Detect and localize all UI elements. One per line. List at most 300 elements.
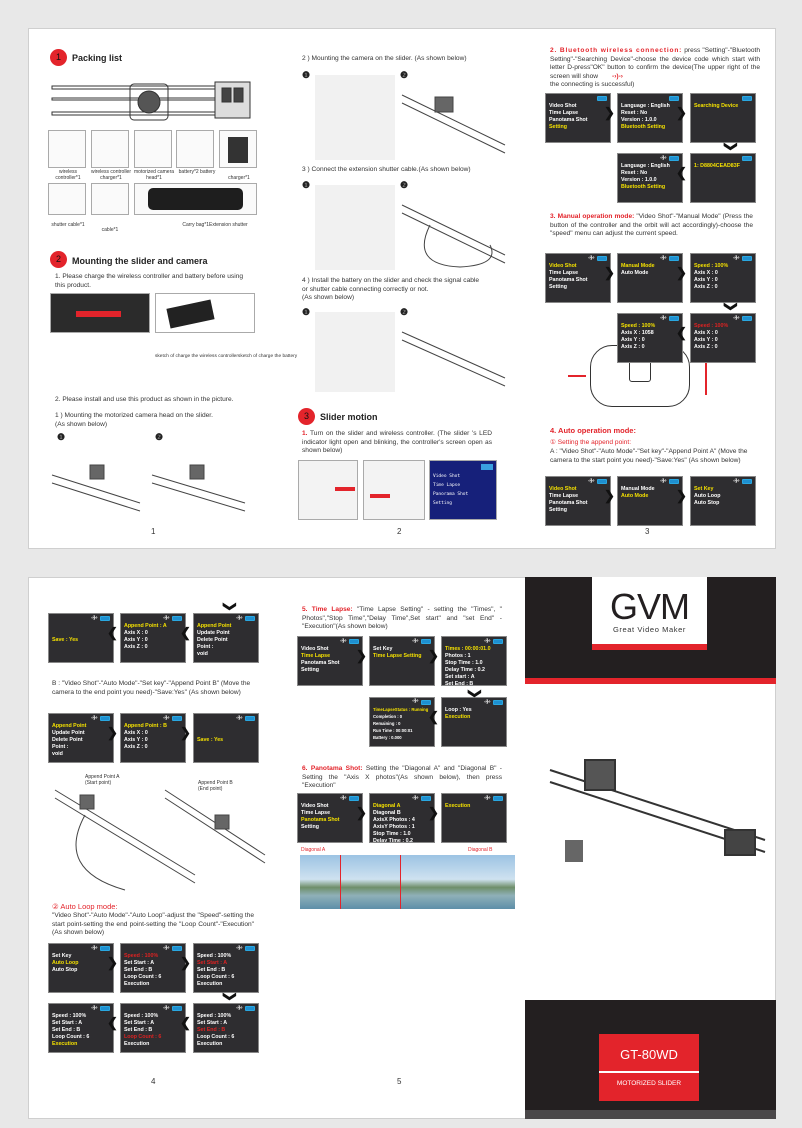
screen-line: Point : [197, 644, 214, 650]
controller-screen-b2 [120, 713, 186, 763]
battery-image-1 [315, 312, 395, 392]
connected-icon: -›)-› [733, 315, 739, 321]
chevron-left-icon: ❮ [180, 625, 191, 640]
chevron-right-icon: ❯ [676, 105, 687, 120]
screen-line [197, 730, 255, 737]
tagline: Great Video Maker [612, 625, 686, 634]
model-box [599, 1034, 699, 1101]
screen-line: Setting [549, 284, 567, 290]
screen-line: Loop Count : 6 [197, 974, 235, 980]
section-number: 2 [50, 251, 67, 268]
controller-screen-a3 [193, 613, 259, 663]
controller-screen-t1 [297, 636, 363, 686]
chevron-right-icon: ❯ [107, 725, 118, 740]
as-shown-text: (As shown below) [55, 421, 108, 428]
connected-icon: -›)-› [236, 615, 242, 621]
controller-screen-l4 [48, 1003, 114, 1053]
blue-screen-line: Time Lapse [433, 483, 461, 488]
screen-line: Battery : 0.000 [373, 735, 402, 740]
screen-line: Execution [52, 1041, 78, 1047]
point-a-label [85, 774, 119, 786]
screen-line: Loop : Yes [445, 707, 472, 713]
screen-line: Speed : 100% [621, 323, 656, 329]
battery-icon [100, 616, 110, 621]
controller-screen-l5 [120, 1003, 186, 1053]
controller-screen-n2 [369, 793, 435, 843]
screen-line: Set End : B [197, 1027, 226, 1033]
arrow-up-down [705, 360, 707, 395]
model-name: GT-80WD [620, 1047, 678, 1062]
screen-line: Reset : No [621, 170, 648, 176]
screen-line: Auto Mode [621, 270, 649, 276]
as-shown-text: (As shown below) [302, 294, 355, 301]
chevron-left-icon: ❮ [428, 709, 439, 724]
screen-line: Setting [301, 667, 319, 673]
controller-switch-image [363, 460, 425, 520]
screen-line: TimeLapseStatus : Running [373, 707, 429, 712]
item-controller [48, 130, 86, 168]
battery-icon [172, 946, 182, 951]
chevron-right-icon: ❯ [604, 488, 615, 503]
controller-screen-a2 [120, 613, 186, 663]
controller-screen-bt3 [690, 93, 756, 143]
battery-icon [349, 796, 359, 801]
camera-mount-text: 2 ) Mounting the camera on the slider. (As shown below) [302, 55, 467, 62]
screen-line: Axis Y : 0 [124, 737, 148, 743]
screen-line: Set Start : A [197, 960, 228, 966]
time-lapse-body: "Time Lapse Setting" - setting the "Times", " Photos","Stop Time","Delay Time",Set start" and "set End" -"Execution"(As shown below) [302, 606, 502, 631]
screen-line: Execution [124, 981, 150, 987]
item-controller-charger [91, 130, 129, 168]
screen-line: Set End : B [197, 967, 226, 973]
battery-icon [172, 1006, 182, 1011]
connected-icon: -›)-› [733, 478, 739, 484]
connected-icon: -›)-› [412, 638, 418, 644]
chevron-left-icon: ❮ [107, 625, 118, 640]
screen-line: Save : Yes [52, 637, 79, 643]
slider-led-image [298, 460, 358, 520]
screen-line: Axis Z : 0 [694, 344, 718, 350]
append-points-image [45, 770, 270, 895]
screen-line: Video Shot [301, 646, 329, 652]
logo-box [592, 577, 707, 650]
battery-icon [493, 639, 503, 644]
screen-line: Append Point : B [124, 723, 167, 729]
caption: shutter cable*1 [51, 222, 85, 228]
screen-line: Axis X : 0 [694, 330, 718, 336]
connected-icon: -›)-› [660, 255, 666, 261]
screen-line: Execution [197, 1041, 223, 1047]
screen-line: Auto Stop [694, 500, 720, 506]
screen-line: Append Point [52, 723, 87, 729]
charge-text: 1. Please charge the wireless controller and battery before using this product. [55, 273, 244, 289]
screen-line: Speed : 100% [197, 1013, 232, 1019]
screen-line: Manual Mode [621, 263, 655, 269]
battery-icon [172, 616, 182, 621]
controller-screen-image [429, 460, 497, 520]
screen-line: Set End : B [52, 1027, 81, 1033]
screen-line: Save : Yes [197, 737, 224, 743]
step-marker: ❶ [302, 180, 311, 190]
blue-screen-line: Video Shot [433, 474, 461, 479]
battery-icon [669, 256, 679, 261]
slider-image [50, 80, 255, 125]
connected-icon: -›)-› [733, 255, 739, 261]
screen-line: Time Lapse [549, 493, 579, 499]
screen-line: Set Start : A [52, 1020, 83, 1026]
controller-screen-bt2 [617, 93, 683, 143]
screen-line: Panotama Shot [549, 117, 588, 123]
screen-line: Stop Time : 1.0 [373, 831, 411, 837]
screen-line: void [52, 751, 63, 757]
controller-screen-bt1 [545, 93, 611, 143]
install-text: 2. Please install and use this product as shown in the picture. [55, 396, 234, 403]
battery-icon [669, 156, 679, 161]
screen-line: Delete Point [197, 637, 228, 643]
screen-line: Bluetooth Setting [621, 184, 666, 190]
controller-screen-t2 [369, 636, 435, 686]
screen-line: Axis X : 0 [124, 630, 148, 636]
battery-icon [100, 716, 110, 721]
append-title: ① Setting the append point: [550, 439, 632, 446]
screen-line: Speed : 100% [197, 953, 232, 959]
point-b-title: Append Point B [198, 780, 233, 786]
controller-screen-bt5 [690, 153, 756, 203]
screen-line: Axis Z : 0 [694, 284, 718, 290]
connected-symbol: -›)-› [612, 72, 623, 80]
page-number: 4 [151, 1077, 156, 1086]
screen-line: Auto Loop [694, 493, 721, 499]
turn-on-text [302, 430, 492, 456]
loop-title: ② Auto Loop mode: [52, 902, 118, 911]
step-marker: ❷ [155, 432, 164, 442]
chevron-right-icon: ❯ [180, 725, 191, 740]
connected-icon: -›)-› [660, 155, 666, 161]
controller-screen-l3 [193, 943, 259, 993]
connected-icon: -›)-› [236, 1005, 242, 1011]
screen-line: Panotama Shot [301, 817, 340, 823]
screen-line: Version : 1.0.0 [621, 177, 657, 183]
battery-icon [742, 316, 752, 321]
controller-screen-mm1 [545, 253, 611, 303]
chevron-right-icon: ❯ [604, 105, 615, 120]
screen-line: Set Start : A [197, 1020, 228, 1026]
chevron-right-icon: ❯ [676, 488, 687, 503]
screen-line: AxisX Photos : 4 [373, 817, 415, 823]
connected-icon: -›)-› [163, 945, 169, 951]
controller-screen-n3 [441, 793, 507, 843]
screen-line: Setting [549, 507, 567, 513]
append-text: A : "Video Shot"-"Auto Mode"-"Set key"-"Append Point A" (Move the camera to the start point you need)-"Save:Yes" (As shown below) [550, 448, 748, 464]
panorama-body: Setting the "Diagonal A" and "Diagonal B" - Setting the "Axis X photos"(As shown below), then press "Execution" [302, 765, 502, 790]
battery-icon [742, 256, 752, 261]
controller-screen-a1 [48, 613, 114, 663]
connected-icon: -›)-› [91, 615, 97, 621]
screen-line: Diagonal A [373, 803, 401, 809]
screen-line: Speed : 100% [124, 1013, 159, 1019]
item-shutter-cable [48, 183, 86, 215]
loop-text: "Video Shot"-"Auto Mode"-"Auto Loop"-adjust the "Speed"-setting the start point-setting the end point-setting the "Loop Count"-"Execution"(As shown below) [52, 912, 254, 937]
screen-line: Axis Y : 0 [694, 337, 718, 343]
screen-line: Axis X : 1058 [621, 330, 654, 336]
battery-icon [421, 796, 431, 801]
point-b-sub: (End point) [198, 786, 223, 792]
connected-icon: -›)-› [91, 945, 97, 951]
chevron-left-icon: ❮ [676, 325, 687, 340]
screen-line: Execution [124, 1041, 150, 1047]
battery-icon [597, 256, 607, 261]
battery-icon [481, 464, 493, 470]
chevron-right-icon: ❯ [604, 265, 615, 280]
chevron-right-icon: ❯ [180, 955, 191, 970]
chevron-left-icon: ❮ [180, 1015, 191, 1030]
screen-line: Append Point : A [124, 623, 167, 629]
battery-icon [245, 716, 255, 721]
controller-screen-l1 [48, 943, 114, 993]
append-b-text: B : "Video Shot"-"Auto Mode"-"Set key"-"Append Point B" (Move the camera to the end point you need)-"Save:Yes" (As shown below) [52, 680, 251, 696]
arrow-left-right [568, 375, 586, 377]
battery-icon [245, 1006, 255, 1011]
screen-line: Set End : B [124, 1027, 153, 1033]
screen-line: Stop Time : 1.0 [445, 660, 483, 666]
controller-screen-au1 [545, 476, 611, 526]
screen-line: Append Point [197, 623, 232, 629]
connected-icon: -›)-› [588, 478, 594, 484]
battery-icon [669, 316, 679, 321]
model-subtitle: MOTORIZED SLIDER [616, 1079, 682, 1087]
screen-line: Searching Device [694, 103, 739, 109]
battery-icon [100, 946, 110, 951]
chevron-down-icon: ❯ [222, 601, 238, 612]
screen-line: Loop Count : 6 [197, 1034, 235, 1040]
connected-icon: -›)-› [340, 795, 346, 801]
screen-line: Update Point [52, 730, 85, 736]
point-b-label [198, 780, 233, 792]
connected-icon: -›)-› [340, 638, 346, 644]
mount-image-1 [50, 445, 145, 515]
controller-screen-t3 [441, 636, 507, 686]
screen-line: Set Key [694, 486, 714, 492]
screen-line: Set End : B [124, 967, 153, 973]
screen-line: Set start : A [445, 674, 475, 680]
screen-line: Auto Loop [52, 960, 79, 966]
connected-icon: -›)-› [236, 715, 242, 721]
mount-head-text: 1 ) Mounting the motorized camera head on the slider. [55, 412, 213, 419]
battery-icon [100, 1006, 110, 1011]
connected-icon: -›)-› [91, 1005, 97, 1011]
battery-icon [421, 700, 431, 705]
section-title: Slider motion [320, 412, 378, 422]
chevron-down-icon: ❯ [467, 688, 483, 699]
chevron-down-icon: ❯ [723, 141, 739, 152]
chevron-right-icon: ❯ [676, 265, 687, 280]
battery-icon [172, 716, 182, 721]
diagonal-a-label: Diagonal A [301, 847, 326, 853]
auto-mode-title: 4. Auto operation mode: [550, 426, 636, 435]
battery-icon [245, 946, 255, 951]
time-lapse-text [302, 606, 502, 632]
cover-red-stripe [525, 678, 776, 684]
battery-icon [245, 616, 255, 621]
section-title: Mounting the slider and camera [72, 256, 208, 266]
battery-icon [493, 700, 503, 705]
chevron-right-icon: ❯ [356, 648, 367, 663]
step-marker: ❶ [57, 432, 66, 442]
mount-image-2 [150, 445, 250, 515]
caption: motorized camera head*1 [134, 169, 175, 181]
screen-line: Video Shot [301, 803, 329, 809]
blue-screen-line: Panorama Shot [433, 492, 469, 497]
battery-icon [597, 479, 607, 484]
manual-mode-body: "Video Shot"-"Manual Mode" (Press the button of the controller and the orbit will act accordingly)-choose the "speed" menu can adjust the current speed. [550, 213, 753, 238]
screen-line: Time Lapse [301, 810, 331, 816]
item-cable [91, 183, 129, 215]
connected-icon: -›)-› [91, 715, 97, 721]
sketch-caption: sketch of charge the wireless controllersketch of charge the battery [155, 354, 298, 359]
bluetooth-text [550, 47, 760, 90]
screen-line: Delay Time : 0.2 [373, 838, 413, 843]
section-number: 3 [298, 408, 315, 425]
item-carry-bag [134, 183, 257, 215]
screen-line: Video Shot [549, 103, 577, 109]
screen-line: Loop Count : 6 [124, 1034, 162, 1040]
screen-line: Version : 1.0.0 [621, 117, 657, 123]
panorama-text [302, 765, 502, 791]
battery-charge-image [50, 293, 150, 333]
chevron-right-icon: ❯ [107, 955, 118, 970]
point-a-title: Append Point A [85, 774, 120, 780]
battery-icon [349, 639, 359, 644]
step-marker: ❶ [302, 307, 311, 317]
screen-line: Axis Z : 0 [621, 344, 645, 350]
screen-line: Axis Y : 0 [694, 277, 718, 283]
caption: Carry bag*1Extension shutter [182, 222, 248, 228]
screen-line: Time Lapse Setting [373, 653, 422, 659]
battery-icon [742, 479, 752, 484]
connected-icon: -›)-› [660, 315, 666, 321]
screen-line: Panotama Shot [549, 500, 588, 506]
screen-line: AxisY Photos : 1 [373, 824, 415, 830]
step-number: 1. [302, 430, 308, 437]
chevron-left-icon: ❮ [676, 165, 687, 180]
screen-line: void [197, 651, 208, 657]
screen-line: Completion : 0 [373, 714, 403, 719]
battery-icon [493, 796, 503, 801]
page-number: 1 [151, 527, 156, 536]
screen-line: Delete Point [52, 737, 83, 743]
screen-line: Point : [52, 744, 69, 750]
chevron-right-icon: ❯ [428, 648, 439, 663]
chevron-left-icon: ❮ [107, 1015, 118, 1030]
battery-install-text: 4 ) Install the battery on the slider and check the signal cable or shutter cable connecting correctly or not. [302, 277, 480, 293]
camera-mount-image-2 [400, 75, 510, 160]
controller-screen-b1 [48, 713, 114, 763]
logo: GVM [609, 586, 689, 627]
screen-line: Delay Time : 0.2 [445, 667, 485, 673]
cover-slider-image [545, 740, 770, 920]
controller-screen-bt4 [617, 153, 683, 203]
battery-icon [669, 96, 679, 101]
controller-screen-l2 [120, 943, 186, 993]
screen-line: Language : English [621, 103, 670, 109]
connected-icon: -›)-› [163, 1005, 169, 1011]
point-a-sub: (Start point) [85, 780, 112, 786]
connected-icon: -›)-› [236, 945, 242, 951]
bluetooth-title: 2. Bluetooth wireless connection: [550, 47, 683, 54]
screen-line: Video Shot [549, 263, 577, 269]
camera-mount-image-1 [315, 75, 395, 160]
turn-on-body: Turn on the slider and wireless controller. (The slider 's LED indicator light open and blinking, the controller's screen open as shown below) [302, 430, 492, 455]
controller-screen-au3 [690, 476, 756, 526]
battery-icon [742, 96, 752, 101]
screen-line: Axis Z : 0 [124, 744, 148, 750]
screen-line: Video Shot [549, 486, 577, 492]
screen-line: Panotama Shot [301, 660, 340, 666]
screen-line: Set End : B [445, 681, 474, 686]
controller-screen-n1 [297, 793, 363, 843]
screen-line: Time Lapse [301, 653, 331, 659]
screen-line: Loop Count : 6 [124, 974, 162, 980]
screen-line: Axis Z : 0 [124, 644, 148, 650]
chevron-down-icon: ❯ [723, 301, 739, 312]
screen-line: Reset : No [621, 110, 648, 116]
caption: cable*1 [101, 227, 119, 233]
screen-line: Speed : 100% [124, 953, 159, 959]
battery-icon [597, 96, 607, 101]
connected-icon: -›)-› [412, 698, 418, 704]
section-number: 1 [50, 49, 67, 66]
controller-screen-l6 [193, 1003, 259, 1053]
step-marker: ❷ [400, 180, 409, 190]
screen-line: Axis Y : 0 [621, 337, 645, 343]
screen-line: Manual Mode [621, 486, 655, 492]
screen-line: Set Key [52, 953, 72, 959]
screen-line [197, 723, 255, 730]
page-number: 3 [645, 527, 650, 536]
caption: battery*2 battery [178, 169, 216, 175]
screen-line: Photos : 1 [445, 653, 471, 659]
controller-screen-mm5 [690, 313, 756, 363]
screen-line: Loop Count : 6 [52, 1034, 90, 1040]
screen-line: Speed : 100% [694, 323, 729, 329]
controller-screen-mm3 [690, 253, 756, 303]
connected-icon: -›)-› [588, 255, 594, 261]
screen-line: Axis X : 0 [124, 730, 148, 736]
screen-line: Axis Y : 0 [124, 637, 148, 643]
screen-line: Remaining : 0 [373, 721, 401, 726]
screen-line: Update Point [197, 630, 230, 636]
connected-icon: -›)-› [484, 699, 490, 705]
caption: wireless controller*1 [55, 169, 81, 181]
connected-icon: -›)-› [412, 795, 418, 801]
screen-line: 1: D8804CEAD83F [694, 163, 740, 169]
screen-line: Diagonal B [373, 810, 401, 816]
caption: wireless controller charger*1 [90, 169, 131, 181]
connected-icon: -›)-› [484, 795, 490, 801]
screen-line [52, 630, 110, 637]
screen-line: Time Lapse [549, 270, 579, 276]
controller-screen-au2 [617, 476, 683, 526]
chevron-right-icon: ❯ [428, 805, 439, 820]
controller-screen-mm4 [617, 313, 683, 363]
screen-line: Auto Mode [621, 493, 649, 499]
controller-screen-t5 [441, 697, 507, 747]
screen-line: Speed : 100% [52, 1013, 87, 1019]
bluetooth-body: press "Setting"-"Bluetooth Setting"-"Searching Device"-choose the device code which start with letter D-press"OK" button to confirm the device(The upper right of the screen will show [550, 47, 760, 80]
screen-line: Setting [301, 824, 319, 830]
diagonal-b-label: Diagonal B [468, 847, 493, 853]
screen-line: Set Start : A [124, 1020, 155, 1026]
